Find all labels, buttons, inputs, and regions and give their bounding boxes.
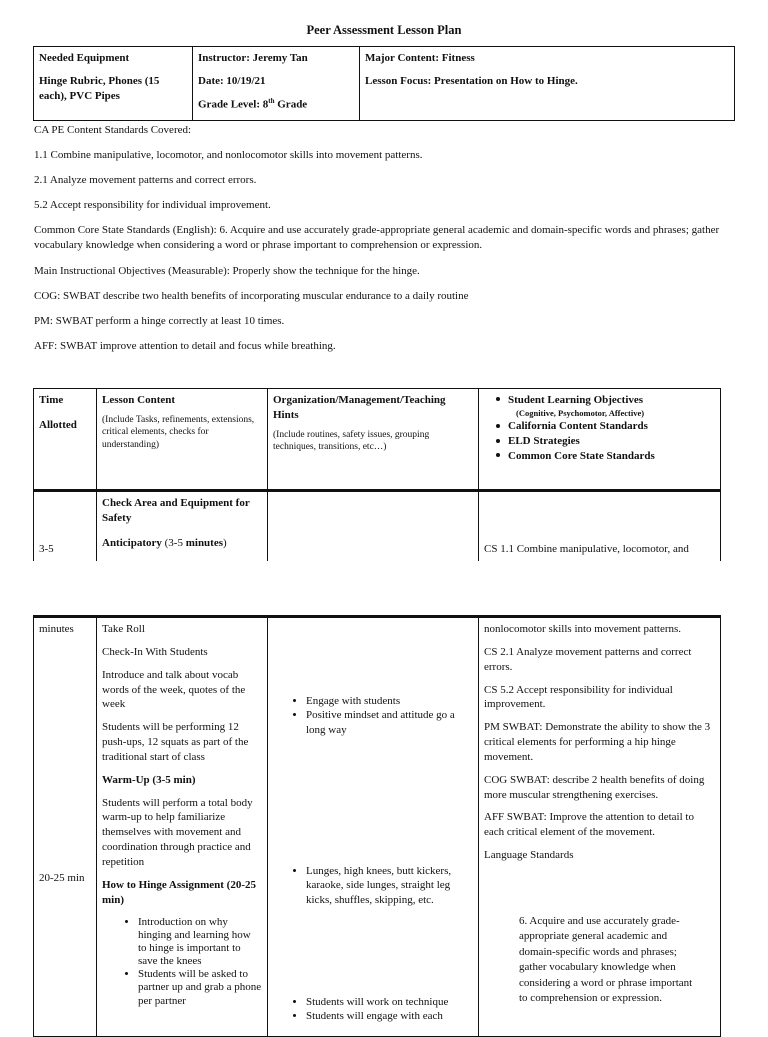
cog-objective: COG: SWBAT describe two health benefits of incorporating muscular endurance to a daily routine xyxy=(34,290,469,302)
list-item: • Lunges, high knees, butt kickers, karaoke, side lunges, straight leg kicks, shuffles, skipping, etc. xyxy=(306,864,472,907)
language-standards: Language Standards xyxy=(484,849,574,862)
row-time-top: 3-5 xyxy=(34,491,97,561)
row-objective-top: CS 1.1 Combine manipulative, locomotor, and xyxy=(479,491,721,561)
warmup-text: Students will perform a total body warm-up to help familiarize themselves with movement and coordination through practice and repetition xyxy=(102,796,253,868)
aff-swbat: AFF SWBAT: Improve the attention to detail to each critical element of the movement. xyxy=(484,811,694,839)
hinge-bullets xyxy=(102,916,262,1008)
standard-5-2: 5.2 Accept responsibility for individual improvement. xyxy=(34,199,271,211)
lesson-focus: Lesson Focus: Presentation on How to Hinge. xyxy=(365,74,578,87)
time-header: Time Allotted xyxy=(34,389,97,491)
pushups-text: Students will be performing 12 push-ups, 12 squats as part of the traditional start of class xyxy=(102,721,249,763)
warmup-title: Warm-Up (3-5 min) xyxy=(102,773,196,786)
list-item: • Introduction on why hinging and learning how to hinge is important to save the knees xyxy=(138,916,262,969)
instructor-cell xyxy=(193,47,360,121)
row-hints-top xyxy=(268,491,479,561)
common-core-standard: Common Core State Standards (English): 6. Acquire and use accurately grade-appropriate general academic and domain-specific words and phrases; gather vocabulary knowledge when considering a word or phrase important to comprehension or expression. xyxy=(34,224,720,252)
header-table xyxy=(33,46,735,121)
major-content: Major Content: Fitness xyxy=(365,52,475,64)
list-item: • Engage with students xyxy=(306,694,472,708)
row-content-top: Check Area and Equipment for Safety Anticipatory (3-5 minutes) xyxy=(97,491,268,561)
equipment-cell xyxy=(34,47,193,121)
lesson-table-bottom xyxy=(33,615,721,1037)
list-item: • Students will work on technique xyxy=(306,995,472,1009)
equipment-value: Hinge Rubric, Phones (15 each), PVC Pipes xyxy=(39,74,160,102)
grade-level: Grade Level: 8th Grade xyxy=(198,96,308,111)
list-item: • Positive mindset and attitude go a long way xyxy=(306,708,472,737)
content-cell xyxy=(360,47,735,121)
row-hints-bottom xyxy=(268,617,479,1037)
row-objective-bottom xyxy=(479,617,721,1037)
instructor-name: Instructor: Jeremy Tan xyxy=(198,52,308,64)
row-content-bottom xyxy=(97,617,268,1037)
check-in: Check-In With Students xyxy=(102,645,208,658)
hints-engage xyxy=(290,694,472,737)
lesson-content-header: Lesson Content (Include Tasks, refinements, extensions, critical elements, checks for understanding) xyxy=(97,389,268,491)
standards-heading: CA PE Content Standards Covered: xyxy=(34,124,192,136)
lesson-table-top xyxy=(33,388,721,561)
cs52: CS 5.2 Accept responsibility for individual improvement. xyxy=(484,683,673,711)
time-20-25: 20-25 min xyxy=(39,872,85,884)
time-minutes: minutes xyxy=(39,623,74,635)
hints-warmup xyxy=(290,864,472,907)
list-item: • Students will engage with each xyxy=(306,1009,472,1023)
hints-technique xyxy=(290,995,472,1024)
organization-header: Organization/Management/Teaching Hints (Include routines, safety issues, grouping techniques, transitions, etc…) xyxy=(268,389,479,491)
take-roll: Take Roll xyxy=(102,623,145,635)
row-time-bottom xyxy=(34,617,97,1037)
lesson-date: Date: 10/19/21 xyxy=(198,74,266,87)
main-objectives: Main Instructional Objectives (Measurable): Properly show the technique for the hinge. xyxy=(34,265,420,277)
hinge-title: How to Hinge Assignment (20-25 min) xyxy=(102,878,256,906)
cog-swbat: COG SWBAT: describe 2 health benefits of doing more muscular strengthening exercises. xyxy=(484,773,705,801)
standard-2-1: 2.1 Analyze movement patterns and correct errors. xyxy=(34,174,257,186)
intro-vocab: Introduce and talk about vocab words of the week, quotes of the week xyxy=(102,668,246,711)
pm-objective: PM: SWBAT perform a hinge correctly at least 10 times. xyxy=(34,315,285,327)
objectives-header: Student Learning Objectives (Cognitive, Psychomotor, Affective) California Content Standards ELD Strategies Common Core State Standards xyxy=(479,389,721,491)
cs11-continued: nonlocomotor skills into movement patterns. xyxy=(484,623,682,635)
document-title: Peer Assessment Lesson Plan xyxy=(306,23,462,37)
aff-objective: AFF: SWBAT improve attention to detail and focus while breathing. xyxy=(34,340,336,352)
pm-swbat: PM SWBAT: Demonstrate the ability to show the 3 critical elements for performing a hip hinge movement. xyxy=(484,721,711,763)
equipment-label: Needed Equipment xyxy=(39,52,130,64)
standard-1-1: 1.1 Combine manipulative, locomotor, and nonlocomotor skills into movement patterns. xyxy=(34,149,423,161)
language-standard-6: 6. Acquire and use accurately grade-appropriate general academic and domain-specific words and phrases; gather vocabulary knowledge when considering a word or phrase important to comprehension or expression. xyxy=(519,915,693,1004)
cs21: CS 2.1 Analyze movement patterns and correct errors. xyxy=(484,645,692,673)
list-item: • Students will be asked to partner up and grab a phone per partner xyxy=(138,968,262,1008)
